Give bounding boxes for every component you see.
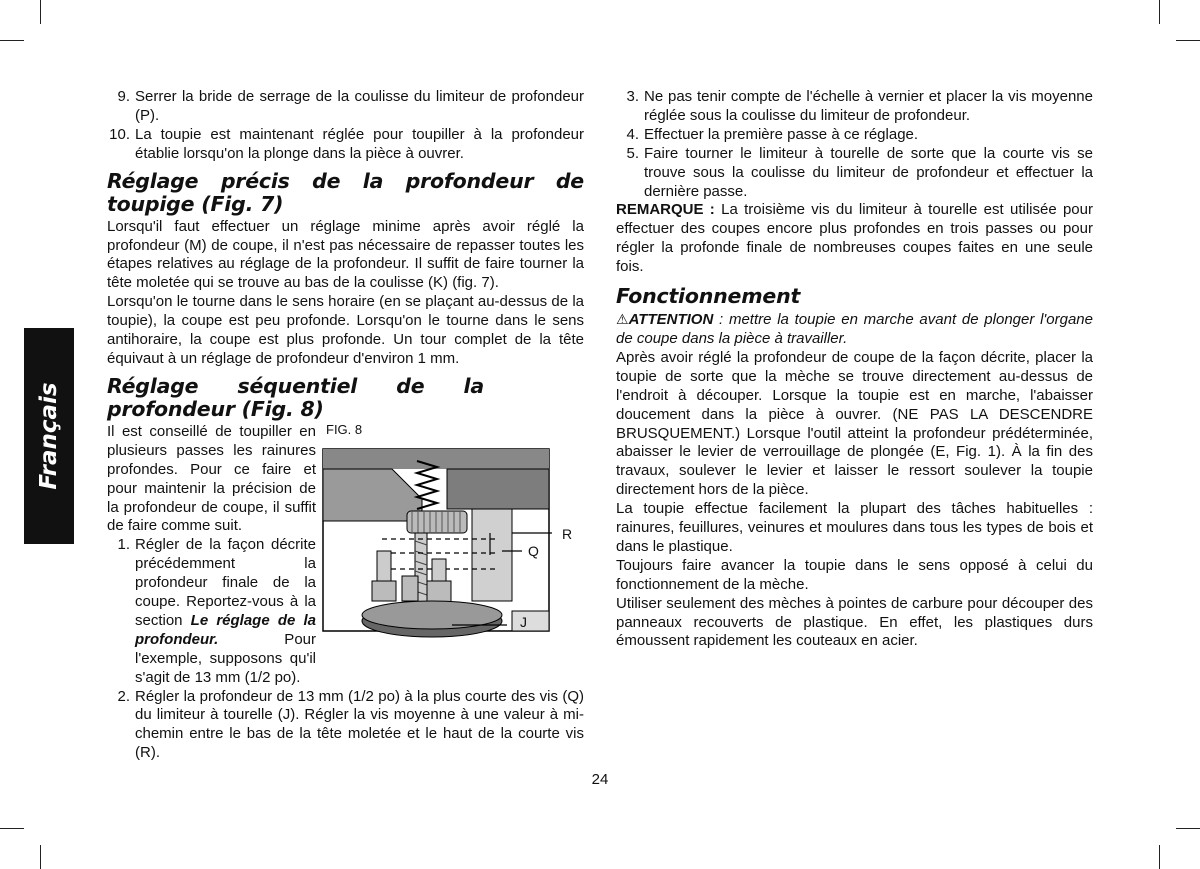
language-tab-label: Français [36,382,62,490]
attention-paragraph: ⚠ATTENTION : mettre la toupie en marche avant de plonger l'organe de coupe dans la pièce à travailler. [616,311,1093,347]
heading-operation: Fonctionnement [616,284,801,309]
paragraph: La toupie effectue facilement la plupart des tâches habituelles : rainures, feuillures, veinures et moulures dans tous les types de bois et dans le plastique. [616,500,1093,555]
paragraph: Après avoir réglé la profondeur de coupe de la façon décrite, placer la toupie de sorte que la mèche se trouve directement au-dessus de l'endroit à découper. Lorsque la toupie est en marche, l'abaisser doucement dans la pièce à ouvrer. (NE PAS LA DESCENDRE BRUSQUEMENT.) Lorsque l'outil atteint la profondeur prédéterminée, abaisser le levier de verrouillage de plongée (E, Fig. 1). À la fin des travaux, soulever le levier et laisser le ressort soulever la toupie directement hors de la pièce. [616,348,1093,499]
language-tab [24,328,74,544]
list-item: 4. Effectuer la première passe à ce réglage. [626,125,919,143]
paragraph: Il est conseillé de toupiller en plusieurs passes les rainures profondes. Pour ce faire et pour maintenir la précision de la profondeur de coupe, il suffit de faire comme suit. [107,422,316,535]
steps-list [107,536,584,763]
paragraph: Utiliser seulement des mèches à pointes de carbure pour découper des panneaux recouverts de plastique. En effet, les plastiques durs émoussent rapidement les couteaux en acier. [616,594,1093,650]
list-item: 1. Régler de la façon décrite précédemment la profondeur finale de la coupe. Reportez-vous à la section Le réglage de la profondeur. Pour l'exemple, supposons qu'il s'agit de 13 mm (1/2 po). [117,536,316,686]
warning-icon: ⚠ [616,311,629,328]
list-item: 2. Régler la profondeur de 13 mm (1/2 po) à la plus courte des vis (Q) du limiteur à tourelle (J). Régler la vis moyenne à une valeur à mi-chemin entre le bas de la tête moletée et le haut de la courte vis (R). [117,687,584,762]
paragraph: Toujours faire avancer la toupie dans le sens opposé à celui du fonctionnement de la mèche. [616,556,1093,593]
label-r: R [562,525,573,542]
heading-precise-depth: Réglage précis de la profondeur de toupige (Fig. 7) [107,168,584,216]
remark-label: REMARQUE : [616,201,715,219]
crop-mark [0,40,24,41]
list-item: 9. Serrer la bride de serrage de la coulisse du limiteur de profondeur (P). [117,88,584,124]
left-column [107,88,584,763]
crop-mark [1159,0,1160,24]
page-number: 24 [591,771,609,788]
crop-mark [1159,845,1160,869]
crop-mark [40,845,41,869]
section-reference: Le réglage de la profondeur. [135,611,316,648]
remark-paragraph: REMARQUE : La troisième vis du limiteur à tourelle est utilisée pour effectuer des coupes encore plus profondes en trois passes ou pour régler la profonde finale de nombreuses coupes faites en une seule fois. [616,201,1093,276]
steps-list-right [616,88,1093,201]
heading-sequential-depth: Réglage séquentiel de la profondeur (Fig. 8) [107,373,484,421]
list-item: 5. Faire tourner le limiteur à tourelle de sorte que la courte vis se trouve sous la coulisse du limiteur de profondeur et effectuer la dernière passe. [626,144,1093,200]
label-q: Q [528,542,539,559]
crop-mark [1176,828,1200,829]
steps-list-continued [107,88,584,164]
figure-caption: FIG. 8 [326,421,363,437]
paragraph: Lorsqu'on le tourne dans le sens horaire (en se plaçant au-dessus de la toupie), la coupe est peu profonde. Lorsqu'on le tourne dans le sens antihoraire, la coupe est plus profonde. Un tour complet de la tête équivaut à un réglage de profondeur d'environ 1 mm. [107,293,584,367]
label-j: J [520,613,527,630]
crop-mark [1176,40,1200,41]
list-item: 3. Ne pas tenir compte de l'échelle à vernier et placer la vis moyenne réglée sous la coulisse du limiteur de profondeur. [626,88,1093,124]
list-item: 10. La toupie est maintenant réglée pour toupiller à la profondeur établie lorsqu'on la plonge dans la pièce à ouvrer. [109,125,584,162]
crop-mark [0,828,24,829]
paragraph: Lorsqu'il faut effectuer un réglage minime après avoir réglé la profondeur (M) de coupe, il n'est pas nécessaire de repasser toutes les étapes relatives au réglage de la profondeur. Il suffit de faire tourner la tête moletée qui se trouve au bas de la coulisse (K) (fig. 7). [107,217,584,292]
crop-mark [40,0,41,24]
attention-label: ATTENTION [628,311,714,329]
right-column [616,88,1093,651]
